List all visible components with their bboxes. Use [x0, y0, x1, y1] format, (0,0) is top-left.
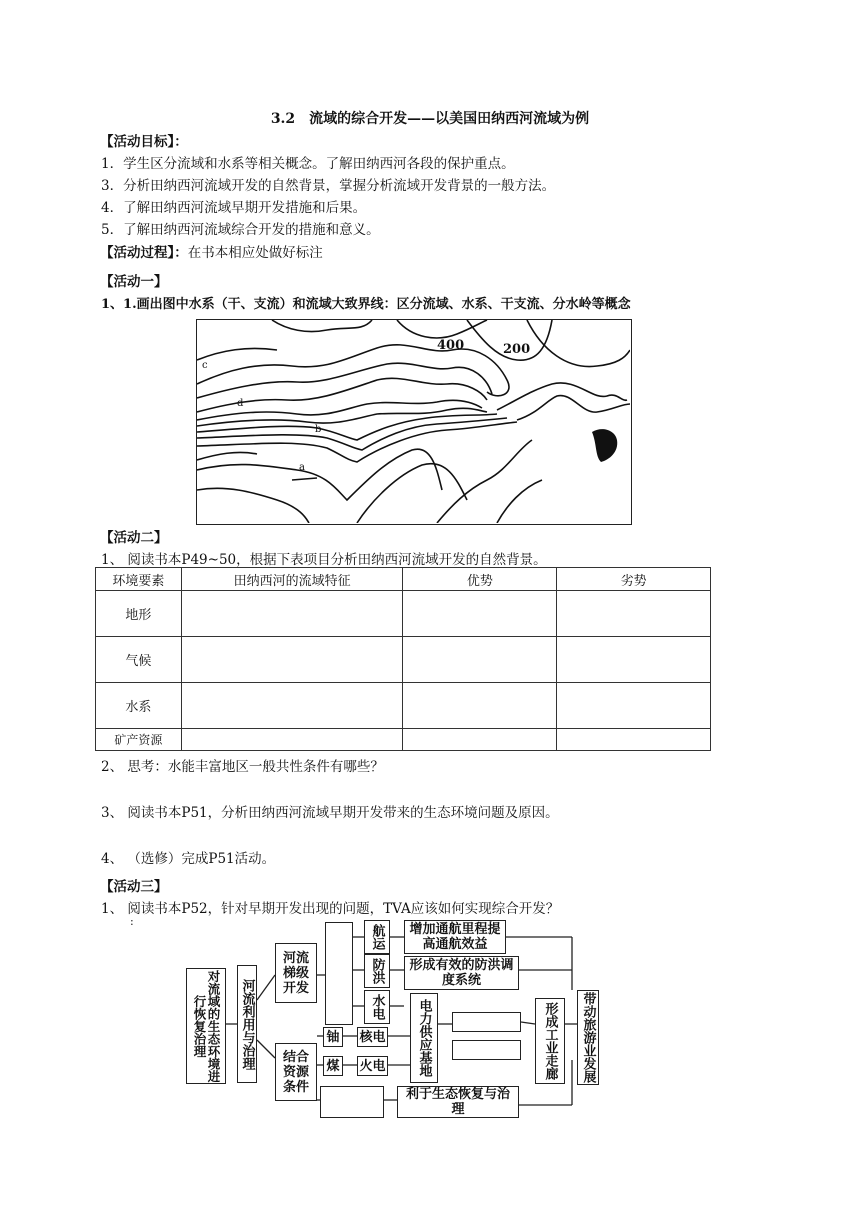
resources-box: 结合资源条件 [275, 1043, 317, 1101]
thermal-box: 火电 [357, 1056, 388, 1076]
map-label-a: a [299, 462, 305, 473]
power-base-box: 电力供应基地 [410, 993, 438, 1083]
process-text: 在书本相应处做好标注 [187, 245, 323, 261]
coal-box: 煤 [323, 1056, 343, 1076]
activity3-task1: 1、 阅读书本P52，针对早期开发出现的问题，TVA应该如何实现综合开发？ [101, 901, 560, 917]
table-header: 环境要素 [96, 568, 182, 591]
activity2-heading: 【活动二】 [100, 530, 168, 546]
flood-box: 防洪 [364, 954, 390, 988]
page-title: 3.2 流域的综合开发——以美国田纳西河流域为例 [270, 111, 590, 127]
shipping-result-box: 增加通航里程提高通航效益 [404, 920, 506, 954]
shipping-box: 航运 [364, 920, 390, 954]
blank-box[interactable] [325, 922, 353, 1025]
contour-label-200: 200 [503, 342, 531, 357]
hydro-box: 水电 [364, 990, 390, 1024]
objective-item: 3．分析田纳西河流域开发的自然背景，掌握分析流域开发背景的一般方法。 [101, 178, 556, 194]
activity2-task1: 1、 阅读书本P49~50，根据下表项目分析田纳西河流域开发的自然背景。 [101, 552, 547, 568]
nuclear-box: 核电 [357, 1027, 388, 1047]
row-label: 地形 [96, 591, 182, 637]
map-label-d: d [237, 398, 244, 409]
row-label: 气候 [96, 637, 182, 683]
activity2-q2: 2、 思考：水能丰富地区一般共性条件有哪些？ [101, 759, 384, 775]
table-header: 优势 [403, 568, 557, 591]
process-heading: 【活动过程】： [100, 245, 188, 261]
objective-item: 1．学生区分流域和水系等相关概念。了解田纳西河各段的保护重点。 [101, 156, 515, 172]
cascade-box: 河流梯级开发 [275, 943, 317, 1003]
restore-box: 对流域的生态环境进行恢复治理 [186, 968, 226, 1084]
row-label: 水系 [96, 683, 182, 729]
colon-mark: : [130, 915, 134, 928]
objectives-heading: 【活动目标】： [100, 134, 188, 150]
table-header: 劣势 [557, 568, 711, 591]
activity2-q4: 4、 （选修）完成P51活动。 [101, 851, 276, 867]
industry-box: 形成工业走廊 [535, 998, 565, 1084]
activity2-q3: 3、 阅读书本P51，分析田纳西河流域早期开发带来的生态环境问题及原因。 [101, 805, 559, 821]
eco-result-box: 利于生态恢复与治理 [397, 1086, 519, 1118]
map-label-c: c [202, 360, 208, 371]
flood-result-box: 形成有效的防洪调度系统 [404, 956, 519, 990]
activity1-task: 1、1.画出图中水系（干、支流）和流域大致界线：区分流域、水系、干支流、分水岭等概念 [101, 297, 631, 312]
row-label: 矿产资源 [96, 729, 182, 751]
uranium-box: 铀 [323, 1027, 343, 1047]
objective-item: 4．了解田纳西河流域早期开发措施和后果。 [101, 200, 367, 216]
activity3-heading: 【活动三】 [100, 879, 168, 895]
objective-item: 5．了解田纳西河流域综合开发的措施和意义。 [101, 222, 380, 238]
contour-label-400: 400 [437, 338, 465, 353]
blank-box[interactable] [452, 1040, 521, 1060]
blank-box[interactable] [320, 1086, 384, 1118]
map-label-b: b [315, 424, 322, 435]
river-use-box: 河流利用与治理 [237, 965, 257, 1083]
tourism-box: 带动旅游业发展 [577, 990, 599, 1085]
blank-box[interactable] [452, 1012, 521, 1032]
activity1-heading: 【活动一】 [100, 274, 168, 290]
table-header: 田纳西河的流域特征 [181, 568, 403, 591]
